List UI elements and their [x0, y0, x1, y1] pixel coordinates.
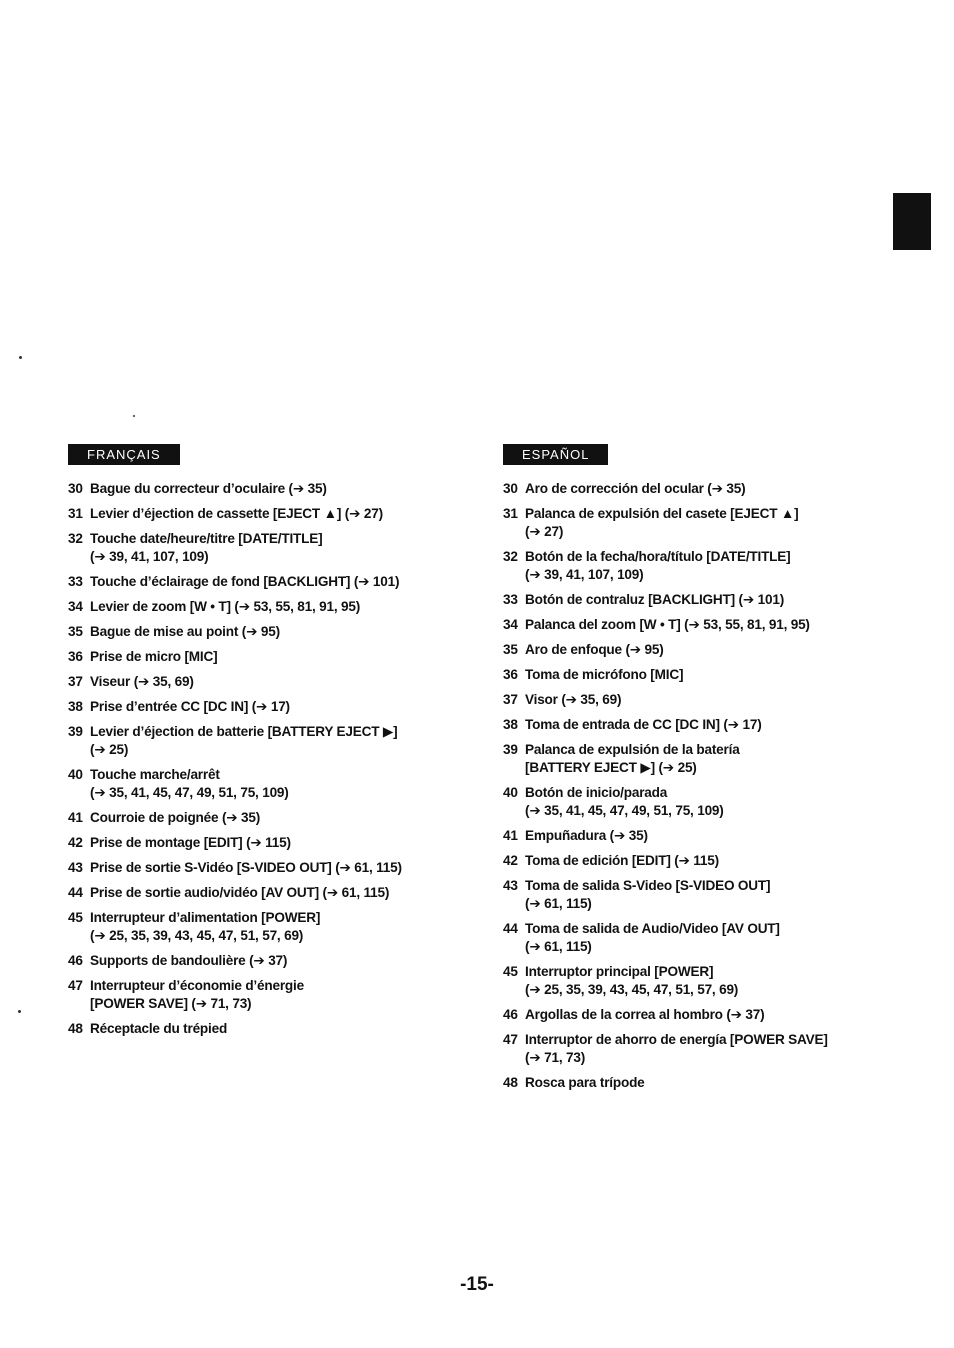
- francais-heading: FRANÇAIS: [68, 444, 180, 465]
- list-item: [503, 641, 883, 659]
- item-number: 45: [68, 910, 83, 925]
- list-item: [503, 505, 883, 541]
- item-number: 33: [503, 592, 518, 607]
- list-item: [503, 1031, 883, 1067]
- item-number: 40: [68, 767, 83, 782]
- item-text: Interruptor principal [POWER] (➔ 25, 35, 39, 43, 45, 47, 51, 57, 69): [525, 964, 739, 997]
- item-number: 43: [68, 860, 83, 875]
- list-item: [503, 480, 883, 498]
- list-item: [68, 623, 468, 641]
- francais-list: [68, 480, 468, 1038]
- list-item: [68, 698, 468, 716]
- item-text: Aro de corrección del ocular (➔ 35): [525, 481, 746, 496]
- item-text: Palanca de expulsión del casete [EJECT ▲] (➔ 27): [525, 506, 799, 539]
- item-text: Interrupteur d’alimentation [POWER] (➔ 25, 35, 39, 43, 45, 47, 51, 57, 69): [90, 910, 321, 943]
- list-item: [503, 852, 883, 870]
- item-number: 41: [68, 810, 83, 825]
- item-text: Touche marche/arrêt (➔ 35, 41, 45, 47, 49, 51, 75, 109): [90, 767, 289, 800]
- list-item: [503, 827, 883, 845]
- list-item: [68, 573, 468, 591]
- item-text: Levier d’éjection de batterie [BATTERY EJECT ▶] (➔ 25): [90, 724, 398, 757]
- item-text: Prise de montage [EDIT] (➔ 115): [90, 835, 291, 850]
- item-number: 30: [68, 481, 83, 496]
- item-number: 48: [68, 1021, 83, 1036]
- list-item: [503, 741, 883, 777]
- item-text: Interrupteur d’économie d’énergie [POWER SAVE] (➔ 71, 73): [90, 978, 304, 1011]
- list-item: [68, 530, 468, 566]
- item-number: 46: [503, 1007, 518, 1022]
- item-text: Visor (➔ 35, 69): [525, 692, 622, 707]
- francais-column: [68, 444, 468, 1045]
- item-number: 38: [68, 699, 83, 714]
- item-text: Palanca de expulsión de la batería [BATTERY EJECT ▶] (➔ 25): [525, 742, 740, 775]
- item-text: Botón de contraluz [BACKLIGHT] (➔ 101): [525, 592, 785, 607]
- item-text: Courroie de poignée (➔ 35): [90, 810, 261, 825]
- list-item: [68, 766, 468, 802]
- item-text: Supports de bandoulière (➔ 37): [90, 953, 288, 968]
- espanol-heading: ESPAÑOL: [503, 444, 608, 465]
- item-text: Aro de enfoque (➔ 95): [525, 642, 664, 657]
- item-text: Réceptacle du trépied: [90, 1021, 228, 1036]
- item-number: 33: [68, 574, 83, 589]
- item-text: Prise de micro [MIC]: [90, 649, 218, 664]
- item-text: Touche date/heure/titre [DATE/TITLE] (➔ 39, 41, 107, 109): [90, 531, 323, 564]
- item-number: 45: [503, 964, 518, 979]
- item-text: Toma de edición [EDIT] (➔ 115): [525, 853, 719, 868]
- item-text: Rosca para trípode: [525, 1075, 645, 1090]
- item-number: 48: [503, 1075, 518, 1090]
- item-number: 31: [68, 506, 83, 521]
- item-number: 31: [503, 506, 518, 521]
- list-item: [68, 648, 468, 666]
- item-text: Bague du correcteur d’oculaire (➔ 35): [90, 481, 327, 496]
- item-text: Toma de micrófono [MIC]: [525, 667, 684, 682]
- list-item: [68, 480, 468, 498]
- espanol-list: [503, 480, 883, 1092]
- list-item: [68, 834, 468, 852]
- list-item: [503, 920, 883, 956]
- item-number: 44: [68, 885, 83, 900]
- item-text: Interruptor de ahorro de energía [POWER SAVE] (➔ 71, 73): [525, 1032, 828, 1065]
- item-text: Argollas de la correa al hombro (➔ 37): [525, 1007, 765, 1022]
- list-item: [503, 616, 883, 634]
- item-text: Toma de salida S-Video [S-VIDEO OUT] (➔ 61, 115): [525, 878, 771, 911]
- item-number: 46: [68, 953, 83, 968]
- list-item: [503, 548, 883, 584]
- item-text: Botón de la fecha/hora/título [DATE/TITLE] (➔ 39, 41, 107, 109): [525, 549, 791, 582]
- list-item: [68, 673, 468, 691]
- section-edge-tab: [893, 193, 931, 250]
- list-item: [68, 505, 468, 523]
- item-number: 44: [503, 921, 518, 936]
- item-number: 39: [68, 724, 83, 739]
- list-item: [68, 909, 468, 945]
- item-number: 39: [503, 742, 518, 757]
- list-item: [68, 977, 468, 1013]
- list-item: [503, 591, 883, 609]
- item-number: 47: [503, 1032, 518, 1047]
- list-item: [503, 1006, 883, 1024]
- list-item: [68, 598, 468, 616]
- list-item: [503, 963, 883, 999]
- list-item: [68, 723, 468, 759]
- item-text: Toma de salida de Audio/Video [AV OUT] (➔ 61, 115): [525, 921, 780, 954]
- page-number: -15-: [460, 1274, 494, 1295]
- espanol-column: [503, 444, 883, 1099]
- item-number: 37: [68, 674, 83, 689]
- item-number: 32: [68, 531, 83, 546]
- item-text: Palanca del zoom [W • T] (➔ 53, 55, 81, 91, 95): [525, 617, 810, 632]
- item-number: 30: [503, 481, 518, 496]
- item-number: 34: [68, 599, 83, 614]
- scan-speck: [133, 415, 135, 417]
- item-number: 37: [503, 692, 518, 707]
- item-number: 36: [503, 667, 518, 682]
- item-number: 35: [503, 642, 518, 657]
- list-item: [68, 952, 468, 970]
- item-text: Empuñadura (➔ 35): [525, 828, 648, 843]
- item-number: 47: [68, 978, 83, 993]
- list-item: [503, 784, 883, 820]
- item-text: Viseur (➔ 35, 69): [90, 674, 194, 689]
- item-number: 43: [503, 878, 518, 893]
- list-item: [503, 1074, 883, 1092]
- item-text: Bague de mise au point (➔ 95): [90, 624, 280, 639]
- list-item: [503, 691, 883, 709]
- list-item: [503, 666, 883, 684]
- scan-speck: [19, 356, 22, 359]
- item-text: Prise de sortie audio/vidéo [AV OUT] (➔ 61, 115): [90, 885, 390, 900]
- item-text: Toma de entrada de CC [DC IN] (➔ 17): [525, 717, 762, 732]
- item-number: 42: [68, 835, 83, 850]
- list-item: [68, 859, 468, 877]
- item-text: Touche d’éclairage de fond [BACKLIGHT] (➔ 101): [90, 574, 400, 589]
- item-number: 32: [503, 549, 518, 564]
- list-item: [68, 1020, 468, 1038]
- item-text: Prise d’entrée CC [DC IN] (➔ 17): [90, 699, 290, 714]
- item-text: Levier de zoom [W • T] (➔ 53, 55, 81, 91, 95): [90, 599, 361, 614]
- item-number: 38: [503, 717, 518, 732]
- item-text: Prise de sortie S-Vidéo [S-VIDEO OUT] (➔ 61, 115): [90, 860, 402, 875]
- item-number: 36: [68, 649, 83, 664]
- item-number: 34: [503, 617, 518, 632]
- item-text: Botón de inicio/parada (➔ 35, 41, 45, 47, 49, 51, 75, 109): [525, 785, 724, 818]
- item-number: 42: [503, 853, 518, 868]
- item-text: Levier d’éjection de cassette [EJECT ▲] (➔ 27): [90, 506, 383, 521]
- list-item: [68, 809, 468, 827]
- scan-speck: [18, 1010, 21, 1013]
- list-item: [68, 884, 468, 902]
- item-number: 40: [503, 785, 518, 800]
- list-item: [503, 716, 883, 734]
- list-item: [503, 877, 883, 913]
- item-number: 41: [503, 828, 518, 843]
- item-number: 35: [68, 624, 83, 639]
